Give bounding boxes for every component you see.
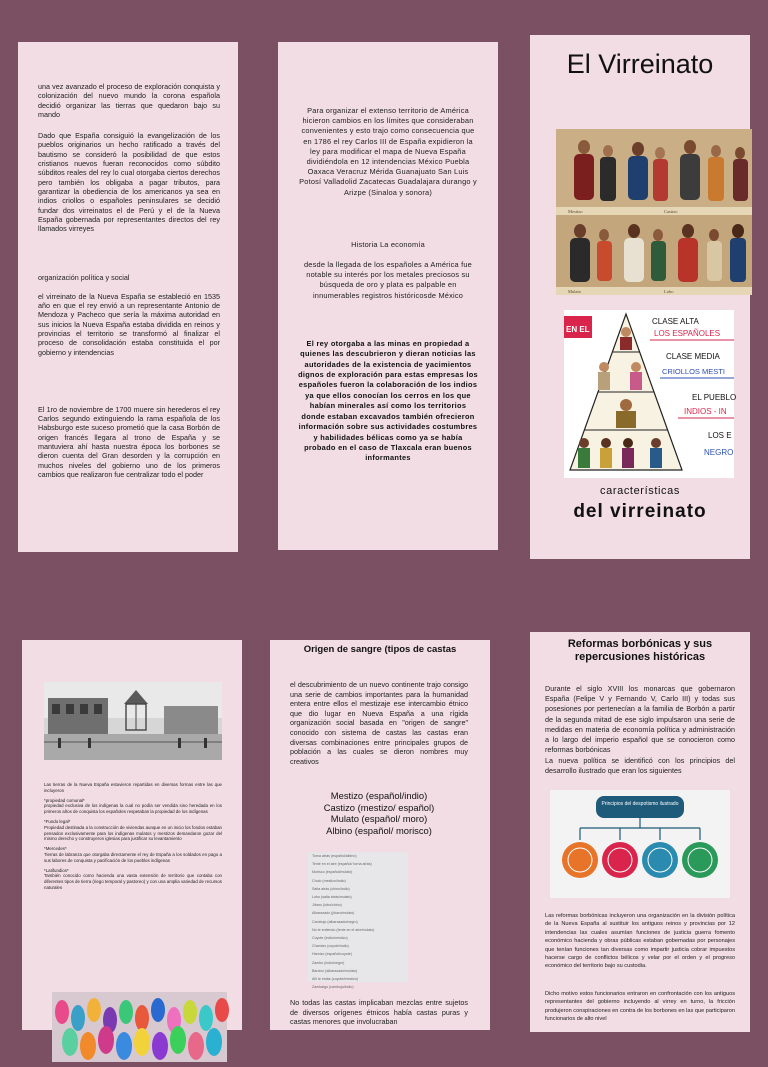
land-item3-title: *Mercedes* [44, 846, 67, 852]
casta-entry: Salta atrás (chino/indio) [312, 886, 350, 891]
casta-entry: Lobo (salta atrás/mulato) [312, 895, 352, 900]
castas-bottom-paragraph: No todas las castas implicaban mezclas entre sujetos de diversos orígenes étnicos había castas puras y castas menores que involucraban [290, 998, 468, 1027]
caption-lobo: Lobo [664, 289, 674, 294]
despotism-diagram-image [550, 790, 730, 898]
land-item1-text: propiedad exclusiva de los indígenas la cual no podía ser vendida sino heredada en los primeros años de conquista los españoles respetaban la propiedad de los indígenas [44, 803, 222, 815]
casta-entry: Zambaigo (cambujo/indio) [312, 985, 354, 990]
kiosk-photo-image [44, 682, 222, 760]
pyramid-level3-label: EL PUEBLO [692, 393, 737, 402]
castas-intro: el descubrimiento de un nuevo continente trajo consigo una serie de cambios importantes para la humanidad entera entre ellos el mestizaje ese intercambio étnico que dio lugar en Nueva España a una rígida organización social basada en "origen de sangre" conocido con sistema de castas las castas eran diversas combinaciones entre principales grupos de población a las cuales se dieron nombres muy creativos [290, 680, 468, 766]
reformas-heading: Reformas borbónicas y sus repercusiones históricas [567, 638, 713, 663]
panel-tierras [22, 640, 242, 1030]
castas-list-image [308, 852, 408, 990]
evangelization-paragraph: Dado que España consiguió la evangelización de los pueblos originarios un hecho ratificado a través del bautismo se consideró la posibilidad de que estos cristianos nuevos fueran reconocidos como súbdito súbditos reales del rey lo cual otorgaba ciertos derechos pero también los obligaba a pagar tributos, para garantizar la obediencia de los americanos ya sea en indios criollos o españoles peninsulares se decidió fundar dos virreinatos el de Perú y el de la Nueva España gobernada por representantes directos del rey llamados virreyes [38, 131, 220, 234]
casta-entry: Morisco (español/mulato) [312, 870, 353, 875]
cover-subtitle-large: del virreinato [573, 501, 707, 522]
reformas-paragraph-1: Durante el siglo XVIII los monarcas que gobernaron España (Felipe V y Fernando V, Carlo III) y todas sus posesiones por pertenecían a la familia de Borbón a partir de la segunda mitad de ese siglo impulsaron una serie de medidas en materia de economía política y administración a lo largo del imperio español que se conocieron como reformas borbónicas [545, 684, 735, 755]
casta-entry: Torna atrás (español/albino) [312, 854, 357, 858]
castas-mix-list [290, 790, 468, 836]
pyramid-level4-group: NEGRO [704, 448, 734, 457]
land-intro: Las tierras de la Nueva España estuvieron repartidas en diversas formas entre las que incluyeron [44, 782, 222, 793]
land-item1-title: *propiedad comunal* [44, 797, 85, 803]
cover-subtitle-small: características [600, 485, 680, 497]
panel-cover [530, 35, 750, 559]
mix-item: Mestizo (español/indio) [330, 790, 428, 801]
pyramid-level1-group: LOS ESPAÑOLES [654, 329, 721, 338]
casta-entry: Harnizo (español/coyote) [312, 952, 352, 957]
pyramid-level1-label: CLASE ALTA [652, 317, 699, 326]
mix-item: Albino (español/ morisco) [326, 824, 432, 836]
panel-castas [270, 640, 490, 1030]
land-item3-text: Tierras de labranza que otorgaba directamente el rey de España a los soldados en pago a sus labores de conquista y pacificación de los pueblos indígenas [44, 851, 222, 863]
casta-entry: Tente en el aire (español/ torna atrás) [312, 862, 372, 867]
land-item2-title: *Fundo legal* [44, 818, 71, 824]
pyramid-level4-label: LOS E [708, 431, 732, 440]
casta-entry: Zambo (indio/negro) [312, 960, 345, 965]
pyramid-corner-label: EN EL [566, 325, 590, 334]
diagram-title: Principios del despotismo ilustrado [601, 801, 679, 807]
land-item4-text: También conocido como hacienda una vasta extensión de territorio que contaba con diferentes tipos de tierra (riego temporal y pastoreo) y con una amplia variedad de recursos naturales [44, 873, 222, 890]
reformas-paragraph-4: Dicho motivo estos funcionarios entraron en confrontación con los antiguos representantes del gobierno incluyendo al virrey en turno, la fricción produjeron conspiraciones en contra de los borbones en las que participaron funcionarios de alto nivel [545, 991, 735, 1023]
casta-entry: Albarazado (jíbaro/mulato) [312, 911, 355, 916]
intendencias-paragraph: Para organizar el extenso territorio de América hicieron cambios en los límites que consideraban convenientes y esto trajo como consecuencia que en 1786 el rey Carlos III de España expidieron la ley para modificar el mapa de Nueva España dividiéndola en 12 intendencias México Puebla Oaxaca Veracruz Mérida Guanajuato San Luis Potosí Valladolid Zacatecas Guadalajara durango y Arizpe (Sinaloa y sonora) [299, 106, 477, 197]
caption-mestizo: Mestizo [568, 209, 583, 214]
casta-entry: Coyote (indio/mestizo) [312, 936, 348, 941]
organization-paragraph: el virreinato de la Nueva España se estableció en 1535 año en que el rey envió a un representante Antonio de Mendoza y Pacheco que sería la máxima autoridad en sus inicios la Nueva España estaba dividida en reinos y provincias el territorio se transformó al finalizar el proceso de consolidación estaba constituida el por gobierno y intendencias [38, 291, 220, 357]
section-heading: organización política y social [38, 273, 130, 283]
economy-heading: Historia La economía [351, 239, 425, 249]
land-types-text [44, 782, 222, 895]
casta-entry: No te entiendo (tente en el aire/mulato) [312, 927, 375, 932]
pyramid-level2-label: CLASE MEDIA [666, 352, 720, 361]
casta-entry: Cholo (mestizo/indio) [312, 878, 346, 883]
mix-item: Mulato (español/ moro) [330, 813, 428, 825]
casta-entry: Barcino (albarazado/mulato) [312, 968, 358, 973]
caption-mulato: Mulato [568, 289, 581, 294]
reformas-paragraph-3: Las reformas borbónicas incluyeron una organización en la división política de la Nueva España al sustituir los antiguos reinos y provincias por 12 intendencias las cuales asumían funciones de justicia guerra fomento económico hacienda y obras públicas estaban gobernadas por personajes que tenían funciones tan diversas como impartir justicia cobrar impuestos hacerse cargo de conflictos bélicos y velar por el orden y el progreso económico del territorio bajo su custodia. [545, 913, 735, 970]
metals-paragraph: desde la llegada de los españoles a América fue notable su interés por los metales preciosos su búsqueda de oro y plata es palpable en innumerables registros históricosde México [304, 260, 472, 300]
mix-item: Castizo (mestizo/ español) [323, 801, 435, 813]
panel-historia-intro [18, 42, 238, 552]
crowd-image [52, 992, 227, 1062]
cover-title: El Virreinato [566, 49, 714, 79]
land-item2-text: Propiedad destinada a la construcción de viviendas aunque en un inicio los fondos estaban pensados exclusivamente para los indígenas mulatos y mestizos demandaron gozar del mismo derecho y construyeron iglesias para justificar su levantamiento [44, 824, 222, 842]
land-item4-title: *Latifundios* [44, 867, 69, 873]
casta-entry: Cambujo (albarazado/negro) [312, 919, 358, 924]
reformas-paragraph-2: La nueva política se identificó con los principios del desarrollo ilustrado que eran los siguientes [545, 756, 735, 776]
mines-paragraph: El rey otorgaba a las minas en propiedad a quienes las descubrieron y dieran noticias las autoridades de la existencia de yacimientos dignos de exploración para estas empresas los españoles fueron la colaboración de los indios ya que ellos conocían los cerros en los que habían minerales así como los territorios donde estaban excavados también ofrecieron información sobre sus actividades costumbres y habilidades bélicas como ya se había probado en el caso de Tlaxcala eran buenos informantes [298, 338, 478, 463]
social-pyramid-image [564, 310, 737, 478]
caption-castizo: Castizo [664, 209, 678, 214]
panel-reformas [530, 632, 750, 1032]
panel-economia [278, 42, 498, 550]
habsburg-paragraph: El 1ro de noviembre de 1700 muere sin herederos el rey Carlos segundo extinguiendo la rama española de los Habsburgo este suceso prometió que la casa Borbón de origen francés llegara al trono de España y se mantuviera ahí hasta nuestra época los borbones se dieron cuenta del Gran desorden y la corrupción en muchos niveles del gobierno uno de los primeros cambios que realizaron fue centralizar todo el poder [38, 404, 220, 479]
casta-entry: Allí te estás (coyote/mestizo) [312, 977, 358, 982]
castas-heading: Origen de sangre (tipos de castas [303, 644, 457, 655]
casta-entry: Jíbaro (lobo/chino) [312, 903, 342, 908]
casta-entry: Chamizo (coyote/indio) [312, 944, 349, 949]
pyramid-level2-group: CRIOLLOS MESTI [662, 367, 725, 376]
intro-paragraph: una vez avanzado el proceso de exploración conquista y colonización del nuevo mundo la corona española decidió organizar las tierras que quedaron bajo su mando [38, 82, 220, 119]
casta-painting-image [556, 129, 752, 295]
pyramid-level3-group: INDIOS - IN [684, 407, 727, 416]
